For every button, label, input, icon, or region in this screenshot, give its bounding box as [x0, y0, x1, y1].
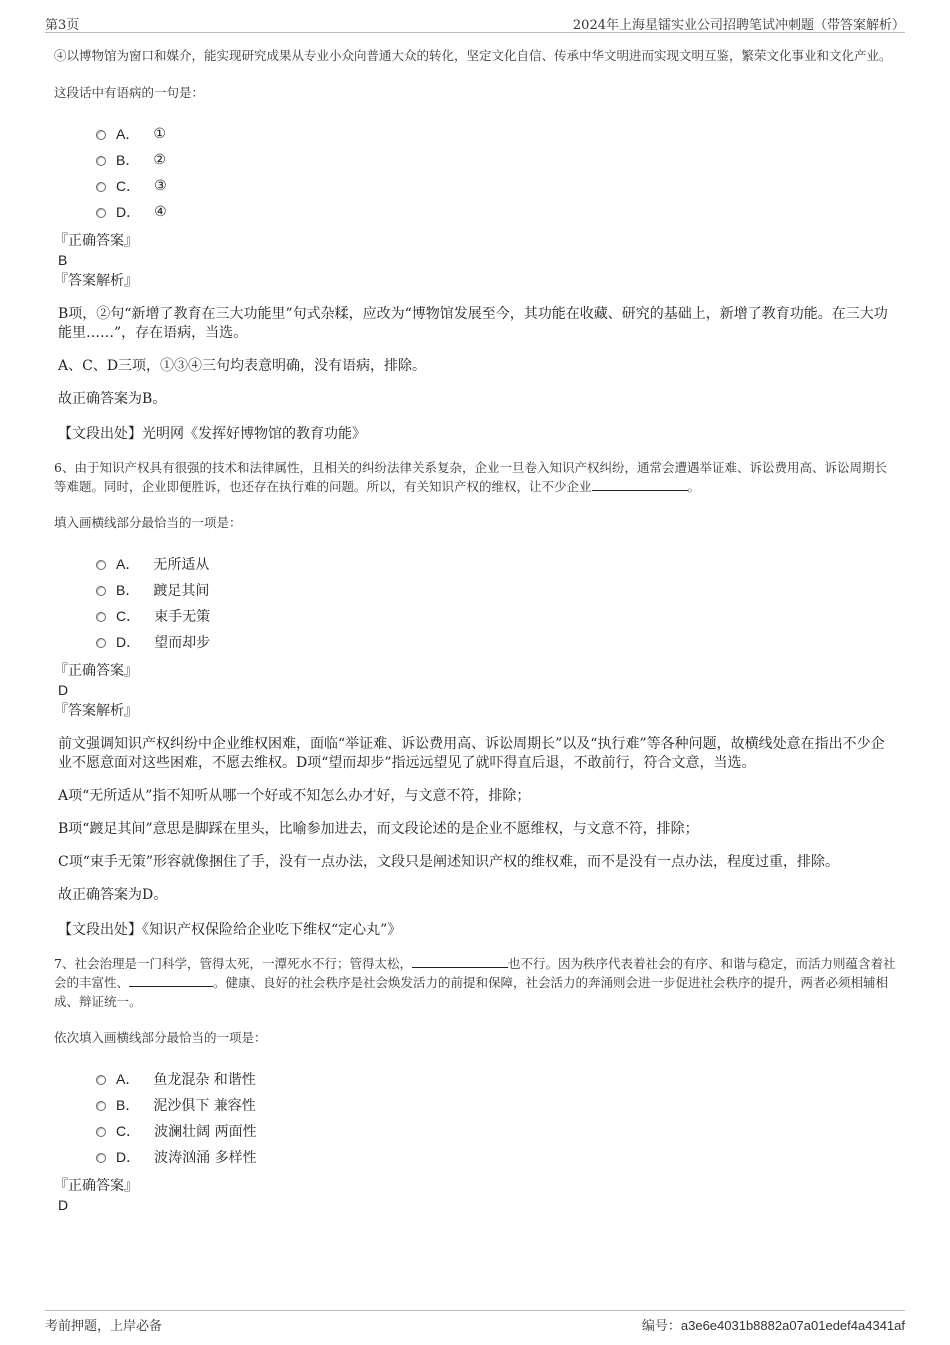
- q6-analysis-2: A项“无所适从”指不知听从哪一个好或不知怎么办才好，与文意不符，排除；: [58, 788, 531, 804]
- q6-option-b[interactable]: B． 踱足其间: [54, 577, 896, 603]
- q5-analysis-3: 故正确答案为B。: [58, 391, 167, 407]
- q6-analysis-label: 『答案解析』: [54, 703, 138, 719]
- q5-analysis-1: B项，②句“新增了教育在三大功能里”句式杂糅，应改为“博物馆发展至今，其功能在收藏、研究的基础上，新增了教育功能。在三大功能里……”，存在语病，当选。: [58, 306, 888, 341]
- q7-paragraph: 7、社会治理是一门科学，管得太死，一潭死水不行；管得太松， 也不行。因为秩序代表着社会的有序、和谐与稳定，而活力则蕴含着社会的丰富性、 。健康、良好的社会秩序是社会焕发活力的前提和保障，社会活力的奔涌则会进一步促进社会秩序的提升，两者必须相辅相成、辩证统一。: [54, 956, 896, 1009]
- radio-icon[interactable]: [96, 182, 106, 192]
- radio-icon[interactable]: [96, 586, 106, 596]
- q7-option-a[interactable]: A． 鱼龙混杂 和谐性: [54, 1066, 896, 1092]
- radio-icon[interactable]: [96, 1101, 106, 1111]
- q6-answer-label: 『正确答案』: [54, 663, 138, 679]
- radio-icon[interactable]: [96, 156, 106, 166]
- q6-answer: D: [58, 682, 69, 698]
- q7-option-c[interactable]: C． 波澜壮阔 两面性: [54, 1118, 896, 1144]
- q6-source: 【文段出处】《知识产权保险给企业吃下维权“定心丸”》: [58, 922, 402, 938]
- q6-option-c[interactable]: C． 束手无策: [54, 603, 896, 629]
- q5-source: 【文段出处】光明网《发挥好博物馆的教育功能》: [58, 426, 366, 442]
- radio-icon[interactable]: [96, 130, 106, 140]
- q6-paragraph: 6、由于知识产权具有很强的技术和法律属性，且相关的纠纷法律关系复杂，企业一旦卷入知识产权纠纷，通常会遭遇举证难、诉讼费用高、诉讼周期长等难题。同时，企业即便胜诉，也还存在执行难的问题。所以，有关知识产权的维权，让不少企业 。: [54, 460, 887, 494]
- q7-answer: D: [58, 1197, 69, 1213]
- page-header: [45, 10, 905, 33]
- q6-analysis-4: C项“束手无策”形容就像捆住了手，没有一点办法，文段只是阐述知识产权的维权难，而不是没有一点办法，程度过重，排除。: [58, 854, 840, 870]
- q5-analysis-label: 『答案解析』: [54, 273, 138, 289]
- q5-analysis-2: A、C、D三项，①③④三句均表意明确，没有语病，排除。: [58, 358, 427, 374]
- code-value: a3e6e4031b8882a07a01edef4a4341af: [680, 1318, 905, 1333]
- document-body: [54, 44, 896, 1214]
- radio-icon[interactable]: [96, 1075, 106, 1085]
- q7-prompt: 依次填入画横线部分最恰当的一项是：: [54, 1030, 267, 1045]
- q5-option-d[interactable]: D． ④: [54, 199, 896, 225]
- q6-analysis-5: 故正确答案为D。: [58, 887, 168, 903]
- q6-options: [54, 551, 896, 655]
- q5-option-b[interactable]: B． ②: [54, 147, 896, 173]
- q5-option-c[interactable]: C． ③: [54, 173, 896, 199]
- radio-icon[interactable]: [96, 612, 106, 622]
- page-number: 第3页: [45, 18, 80, 33]
- page-footer: [45, 1310, 905, 1335]
- q5-options: [54, 121, 896, 225]
- document-title: 2024年上海星镭实业公司招聘笔试冲刺题（带答案解析）: [572, 18, 905, 33]
- q7-answer-label: 『正确答案』: [54, 1178, 138, 1194]
- radio-icon[interactable]: [96, 1127, 106, 1137]
- radio-icon[interactable]: [96, 208, 106, 218]
- q6-option-d[interactable]: D． 望而却步: [54, 629, 896, 655]
- q5-answer-label: 『正确答案』: [54, 233, 138, 249]
- q7-option-b[interactable]: B． 泥沙俱下 兼容性: [54, 1092, 896, 1118]
- q7-option-d[interactable]: D． 波涛汹涌 多样性: [54, 1144, 896, 1170]
- q6-analysis-1: 前文强调知识产权纠纷中企业维权困难，面临“举证难、诉讼费用高、诉讼周期长”以及“执行难”等各种问题，故横线处意在指出不少企业不愿意面对这些困难，不愿去维权。D项“望而却步”指远远望见了就吓得直后退，不敢前行，符合文意，当选。: [58, 736, 885, 771]
- q6-analysis-3: B项“踱足其间”意思是脚踩在里头，比喻参加进去，而文段论述的是企业不愿维权，与文意不符，排除；: [58, 821, 699, 837]
- q6-option-a[interactable]: A． 无所适从: [54, 551, 896, 577]
- q6-prompt: 填入画横线部分最恰当的一项是：: [54, 515, 242, 530]
- q5-answer: B: [58, 252, 68, 268]
- footer-slogan: 考前押题，上岸必备: [45, 1319, 163, 1334]
- blank-line: [412, 955, 508, 968]
- q5-paragraph-tail: ④以博物馆为窗口和媒介，能实现研究成果从专业小众向普通大众的转化，坚定文化自信、传承中华文明进而实现文明互鉴，繁荣文化事业和文化产业。: [54, 48, 892, 63]
- q7-options: [54, 1066, 896, 1170]
- q5-option-a[interactable]: A． ①: [54, 121, 896, 147]
- document-code: [642, 1315, 905, 1334]
- blank-line: [592, 478, 688, 491]
- radio-icon[interactable]: [96, 638, 106, 648]
- radio-icon[interactable]: [96, 560, 106, 570]
- q5-prompt: 这段话中有语病的一句是：: [54, 85, 205, 100]
- radio-icon[interactable]: [96, 1153, 106, 1163]
- blank-line: [129, 974, 213, 987]
- code-label: 编号：: [641, 1319, 681, 1334]
